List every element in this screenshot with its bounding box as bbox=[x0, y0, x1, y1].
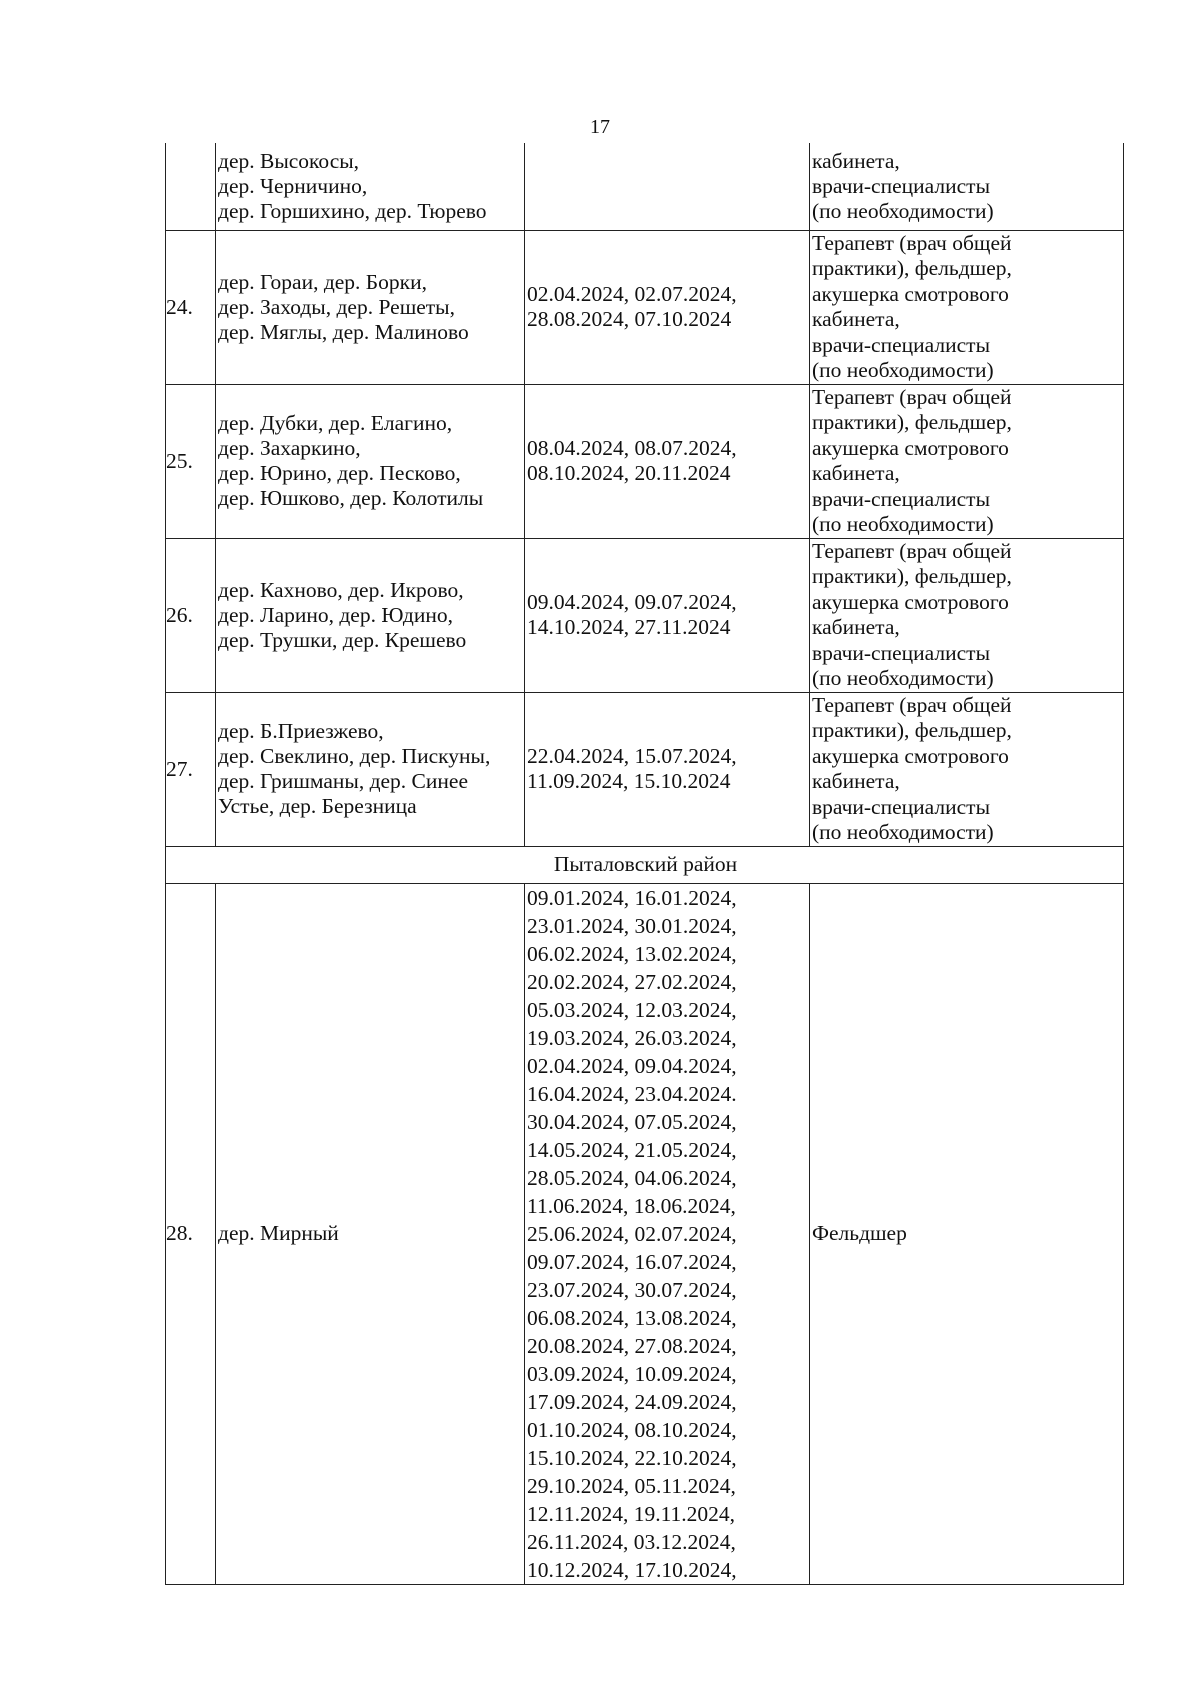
specialist-line: акушерка смотрового bbox=[812, 743, 1009, 768]
specialist-line: (по необходимости) bbox=[812, 666, 994, 690]
village-line: дер. Кахново, дер. Икрово, bbox=[218, 577, 464, 602]
date-line: 10.12.2024, 17.10.2024, bbox=[527, 1557, 737, 1582]
specialist-line: Терапевт (врач общей bbox=[812, 230, 1012, 255]
specialist-line: врачи-специалисты bbox=[812, 173, 991, 198]
village-line: дер. Горшихино, дер. Тюрево bbox=[218, 198, 487, 223]
date-line: 12.11.2024, 19.11.2024, bbox=[527, 1501, 736, 1526]
villages-cell bbox=[216, 384, 525, 538]
date-line: 29.10.2024, 05.11.2024, bbox=[527, 1473, 736, 1498]
dates-cell bbox=[525, 230, 810, 384]
villages-cell bbox=[216, 538, 525, 692]
specialist-line: кабинета, bbox=[812, 615, 900, 639]
row-number: 28. bbox=[166, 883, 216, 1584]
specialist-line: акушерка смотрового bbox=[812, 589, 1009, 614]
specialist-line: практики), фельдшер, bbox=[812, 256, 1012, 280]
date-line: 30.04.2024, 07.05.2024, bbox=[527, 1109, 737, 1134]
specialist-line: практики), фельдшер, bbox=[812, 564, 1012, 588]
table-row bbox=[166, 692, 1124, 846]
table-row bbox=[166, 230, 1124, 384]
specialist-cell: Фельдшер bbox=[810, 883, 1124, 1584]
specialists-cell bbox=[810, 692, 1124, 846]
date-line: 06.02.2024, 13.02.2024, bbox=[527, 941, 737, 966]
date-line: 08.04.2024, 08.07.2024, bbox=[527, 436, 737, 460]
schedule-table bbox=[165, 143, 1124, 1585]
date-line: 28.08.2024, 07.10.2024 bbox=[527, 307, 732, 331]
specialist-line: врачи-специалисты bbox=[812, 332, 991, 357]
date-line: 26.11.2024, 03.12.2024, bbox=[527, 1529, 736, 1554]
village-line: дер. Мяглы, дер. Малиново bbox=[218, 319, 469, 344]
date-line: 05.03.2024, 12.03.2024, bbox=[527, 997, 737, 1022]
specialist-line: (по необходимости) bbox=[812, 512, 994, 536]
village-line: дер. Гришманы, дер. Синее bbox=[218, 769, 468, 793]
specialist-line: кабинета, bbox=[812, 461, 900, 485]
specialists-cell bbox=[810, 538, 1124, 692]
specialist-line: врачи-специалисты bbox=[812, 640, 991, 665]
specialist-line: акушерка смотрового bbox=[812, 281, 1009, 306]
date-line: 15.10.2024, 22.10.2024, bbox=[527, 1445, 737, 1470]
specialist-line: врачи-специалисты bbox=[812, 486, 991, 511]
village-line: Устье, дер. Березница bbox=[218, 794, 417, 818]
page-number: 17 bbox=[590, 116, 610, 138]
district-header-row bbox=[166, 846, 1124, 883]
village-cell: дер. Мирный bbox=[216, 883, 525, 1584]
village-line: дер. Трушки, дер. Крешево bbox=[218, 627, 467, 652]
date-line: 01.10.2024, 08.10.2024, bbox=[527, 1417, 737, 1442]
row-number: 25. bbox=[166, 384, 216, 538]
specialist-line: кабинета, bbox=[812, 769, 900, 793]
specialist-line: (по необходимости) bbox=[812, 198, 994, 223]
date-line: 23.01.2024, 30.01.2024, bbox=[527, 913, 737, 938]
specialist-line: кабинета, bbox=[812, 307, 900, 331]
row-number: 27. bbox=[166, 692, 216, 846]
date-line: 17.09.2024, 24.09.2024, bbox=[527, 1389, 737, 1414]
date-line: 11.09.2024, 15.10.2024 bbox=[527, 769, 731, 793]
specialists-cell bbox=[810, 384, 1124, 538]
table-row bbox=[166, 384, 1124, 538]
date-line: 14.05.2024, 21.05.2024, bbox=[527, 1137, 737, 1162]
date-line: 20.08.2024, 27.08.2024, bbox=[527, 1333, 737, 1358]
specialist-line: кабинета, bbox=[812, 148, 900, 173]
specialist-line: Терапевт (врач общей bbox=[812, 384, 1012, 409]
date-line: 25.06.2024, 02.07.2024, bbox=[527, 1221, 737, 1246]
village-line: дер. Гораи, дер. Борки, bbox=[218, 269, 427, 294]
date-line: 22.04.2024, 15.07.2024, bbox=[527, 744, 737, 768]
date-line: 09.01.2024, 16.01.2024, bbox=[527, 885, 737, 910]
village-line: дер. Высокосы, bbox=[218, 148, 360, 173]
specialists-cell bbox=[810, 230, 1124, 384]
dates-cell bbox=[525, 143, 810, 230]
specialist-line: практики), фельдшер, bbox=[812, 718, 1012, 742]
specialist-line: врачи-специалисты bbox=[812, 794, 991, 819]
specialists-cell bbox=[810, 143, 1124, 230]
village-line: дер. Захаркино, bbox=[218, 436, 361, 460]
date-line: 09.04.2024, 09.07.2024, bbox=[527, 590, 737, 614]
date-line: 02.04.2024, 02.07.2024, bbox=[527, 282, 737, 306]
villages-cell bbox=[216, 143, 525, 230]
date-line: 03.09.2024, 10.09.2024, bbox=[527, 1361, 737, 1386]
village-line: дер. Свеклино, дер. Пискуны, bbox=[218, 744, 491, 768]
date-line: 16.04.2024, 23.04.2024. bbox=[527, 1081, 737, 1106]
date-line: 06.08.2024, 13.08.2024, bbox=[527, 1305, 737, 1330]
date-line: 09.07.2024, 16.07.2024, bbox=[527, 1249, 737, 1274]
village-line: дер. Б.Приезжево, bbox=[218, 719, 384, 743]
number-cell bbox=[166, 143, 216, 230]
date-line: 20.02.2024, 27.02.2024, bbox=[527, 969, 737, 994]
table-row bbox=[166, 538, 1124, 692]
villages-cell bbox=[216, 230, 525, 384]
date-line: 23.07.2024, 30.07.2024, bbox=[527, 1277, 737, 1302]
specialist-line: Терапевт (врач общей bbox=[812, 538, 1012, 563]
date-line: 14.10.2024, 27.11.2024 bbox=[527, 615, 731, 639]
dates-cell bbox=[525, 384, 810, 538]
village-line: дер. Юрино, дер. Песково, bbox=[218, 461, 461, 485]
row-number: 24. bbox=[166, 230, 216, 384]
village-line: дер. Дубки, дер. Елагино, bbox=[218, 411, 453, 435]
specialist-line: (по необходимости) bbox=[812, 820, 994, 844]
dates-cell bbox=[525, 538, 810, 692]
date-line: 02.04.2024, 09.04.2024, bbox=[527, 1053, 737, 1078]
date-line: 28.05.2024, 04.06.2024, bbox=[527, 1165, 737, 1190]
specialist-line: Терапевт (врач общей bbox=[812, 692, 1012, 717]
village-line: дер. Заходы, дер. Решеты, bbox=[218, 294, 456, 319]
district-name: Пыталовский район bbox=[166, 846, 1124, 883]
table-row-continued bbox=[166, 143, 1124, 230]
date-line: 11.06.2024, 18.06.2024, bbox=[527, 1193, 736, 1218]
specialist-line: (по необходимости) bbox=[812, 358, 994, 382]
row-number: 26. bbox=[166, 538, 216, 692]
date-line: 19.03.2024, 26.03.2024, bbox=[527, 1025, 737, 1050]
specialist-line: акушерка смотрового bbox=[812, 435, 1009, 460]
village-line: дер. Юшково, дер. Колотилы bbox=[218, 486, 484, 510]
specialist-line: практики), фельдшер, bbox=[812, 410, 1012, 434]
date-line: 08.10.2024, 20.11.2024 bbox=[527, 461, 731, 485]
table-row bbox=[166, 883, 1124, 1584]
villages-cell bbox=[216, 692, 525, 846]
dates-cell bbox=[525, 692, 810, 846]
dates-cell bbox=[525, 883, 810, 1584]
village-line: дер. Ларино, дер. Юдино, bbox=[218, 602, 453, 627]
village-line: дер. Черничино, bbox=[218, 173, 368, 198]
